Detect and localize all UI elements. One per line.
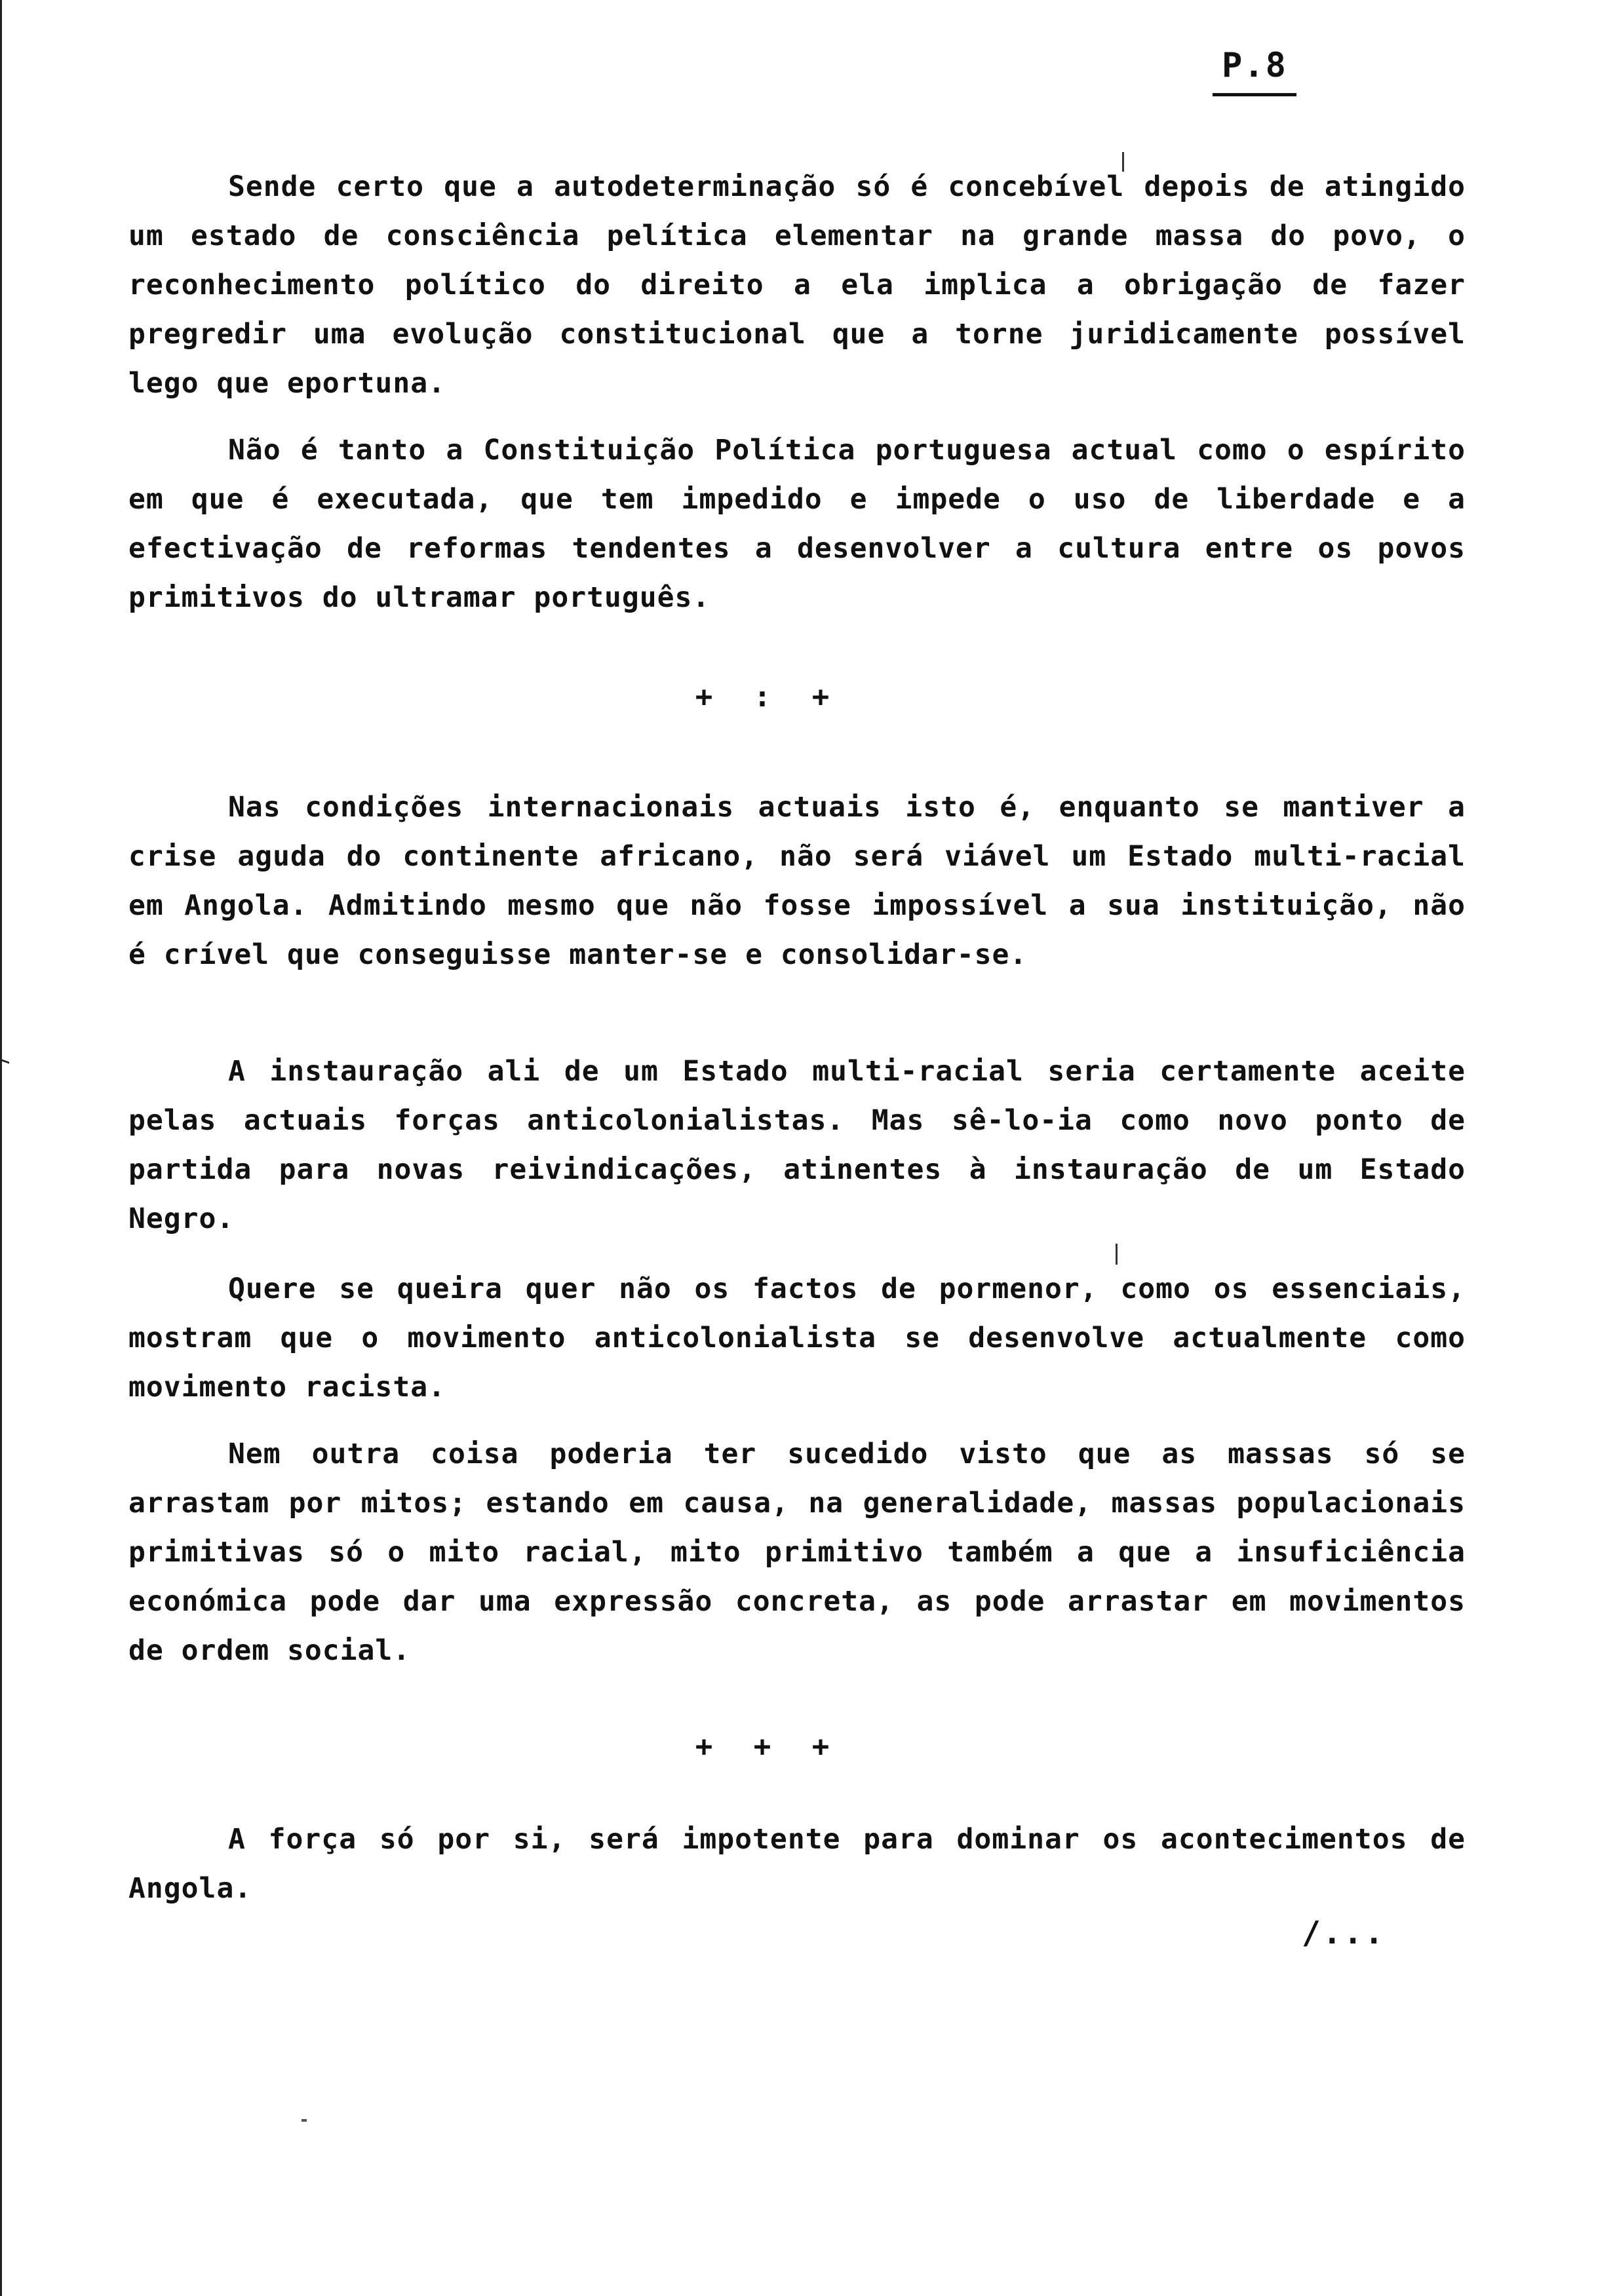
paragraph-myths: Nem outra coisa poderia ter sucedido visto que as massas só se arrastam por mitos; estando em causa, na generalidade, massas populacionais primitivas só o mito racial, mito primitivo também a que a insuficiência económica pode dar uma expressão concreta, as pode arrastar em movimentos de ordem social. <box>128 1438 1466 1667</box>
paragraph-anticolonialist-movement: Quere se queira quer não os factos de pormenor, como os essenciais, mostram que o movimento anticolonialista se desenvolve actualmente como movimento racista. <box>128 1272 1466 1404</box>
page-number: P.8 <box>1213 39 1296 96</box>
stray-mark <box>1116 1244 1118 1265</box>
paragraph-international-conditions: Nas condições internacionais actuais isto é, enquanto se mantiver a crise aguda do continente africano, não será viável um Estado multi-racial em Angola. Admitindo mesmo que não fosse impossível a sua instituição, não é crível que conseguisse manter-se e consolidar-se. <box>128 791 1466 971</box>
paragraph-multiracial-state: A instauração ali de um Estado multi-racial seria certamente aceite pelas actuais forças anticolonialistas. Mas sê-lo-ia como novo ponto de partida para novas reivindicações, atinentes à instauração de um Estado Negro. <box>128 1055 1466 1235</box>
page-left-edge <box>0 0 2 2296</box>
paragraph-constitution: Não é tanto a Constituição Política portuguesa actual como o espírito em que é executada, que tem impedido e impede o uso de liberdade e a efectivação de reformas tendentes a desenvolver a cultura entre os povos primitivos do ultramar português. <box>128 434 1466 614</box>
section-separator: + + + <box>695 1730 842 1763</box>
paragraph-force: A força só por si, será impotente para dominar os acontecimentos de Angola. <box>128 1823 1466 1905</box>
continuation-mark: /... <box>1302 1915 1386 1951</box>
stray-dot <box>302 2119 307 2122</box>
page-edge-mark <box>0 1058 9 1081</box>
section-separator: + : + <box>695 680 842 714</box>
paragraph-self-determination: Sende certo que a autodeterminação só é concebível depois de atingido um estado de consciência pelítica elementar na grande massa do povo, o reconhecimento político do direito a ela implica a obrigação de fazer pregredir uma evolução constitucional que a torne juridicamente possível lego que eportuna. <box>128 170 1466 400</box>
